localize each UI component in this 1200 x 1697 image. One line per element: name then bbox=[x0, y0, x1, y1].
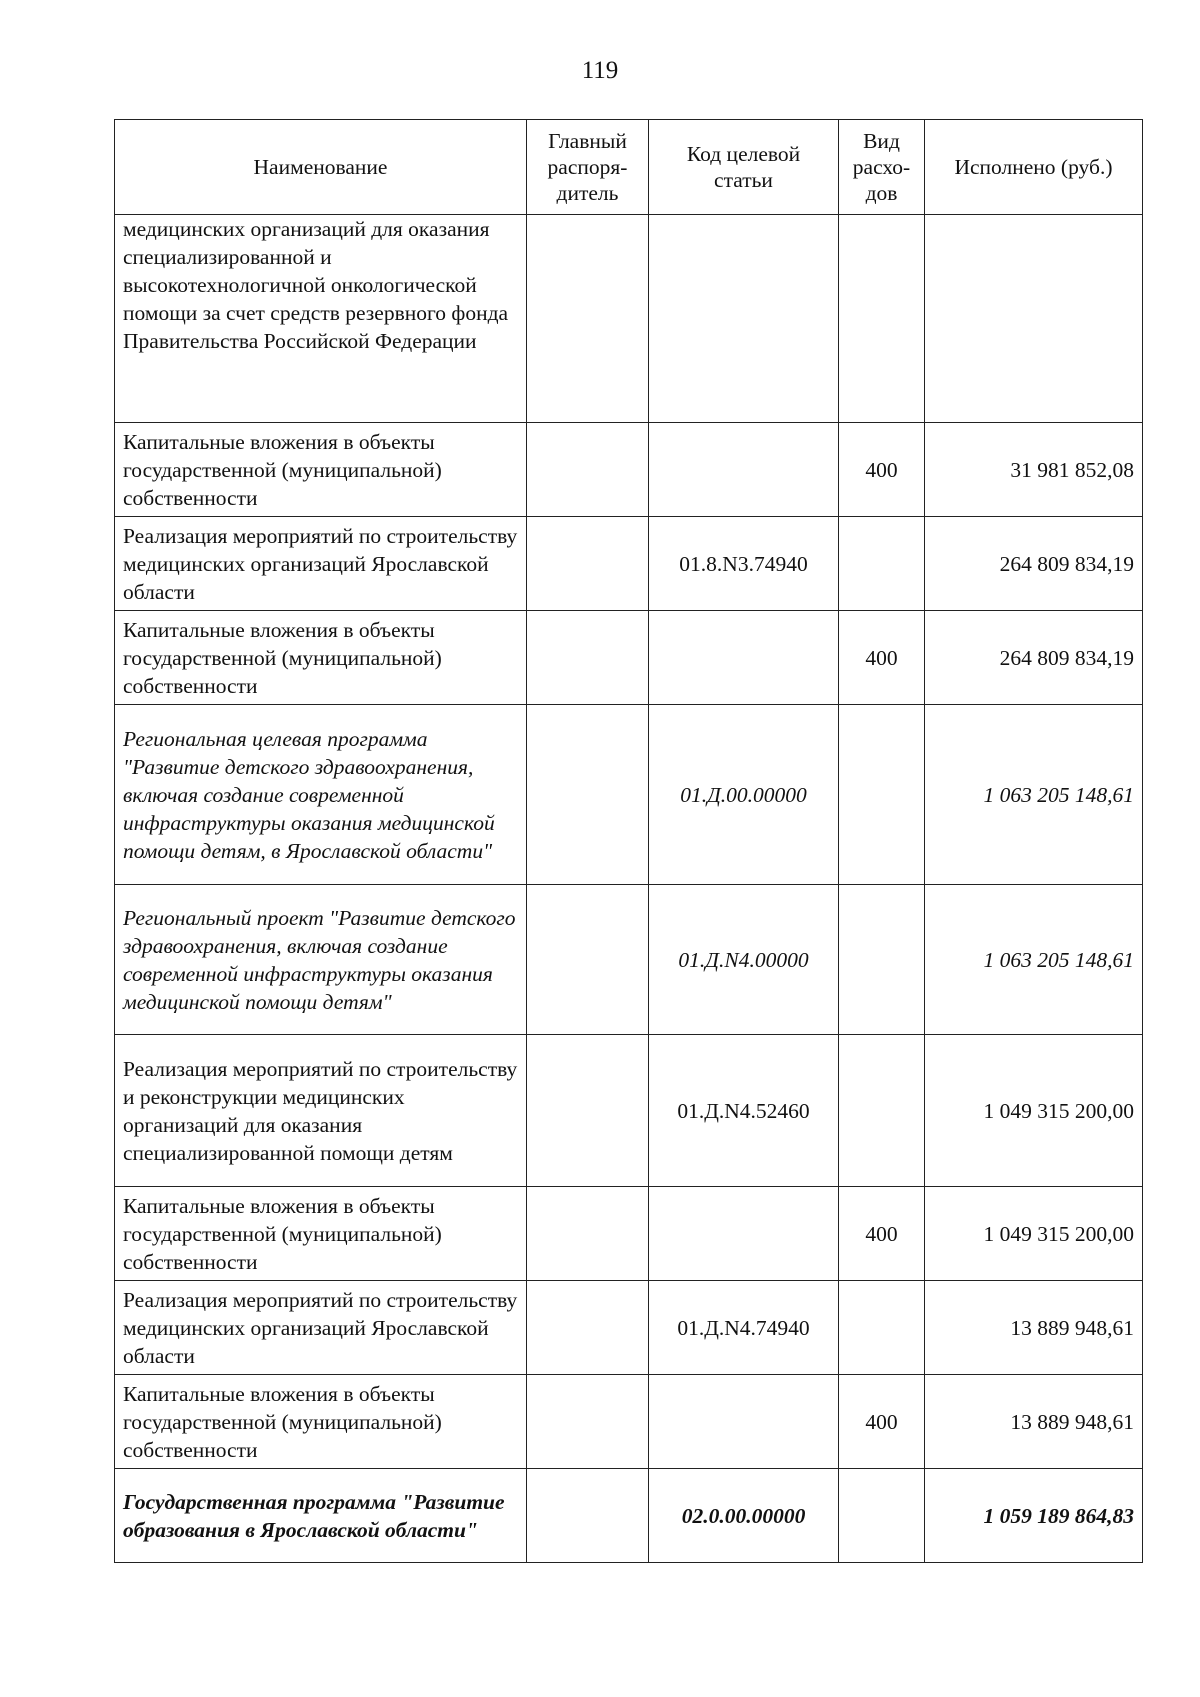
header-name: Наименование bbox=[115, 120, 527, 215]
row-glav bbox=[527, 705, 649, 885]
page-number: 119 bbox=[581, 57, 619, 84]
row-amount: 1 059 189 864,83 bbox=[925, 1469, 1143, 1563]
table-body bbox=[115, 215, 1143, 1563]
row-vid: 400 bbox=[839, 611, 925, 705]
row-code bbox=[649, 423, 839, 517]
row-glav bbox=[527, 517, 649, 611]
row-amount: 1 063 205 148,61 bbox=[925, 705, 1143, 885]
header-vid: Вид расхо-дов bbox=[839, 120, 925, 215]
table-row bbox=[115, 611, 1143, 705]
row-glav bbox=[527, 1469, 649, 1563]
row-glav bbox=[527, 423, 649, 517]
row-amount: 264 809 834,19 bbox=[925, 517, 1143, 611]
row-name: медицинских организаций для оказания специализированной и высокотехнологичной онкологической помощи за счет средств резервного фонда Правительства Российской Федерации bbox=[115, 215, 527, 423]
row-vid: 400 bbox=[839, 423, 925, 517]
row-name: Региональная целевая программа "Развитие детского здравоохранения, включая создание современной инфраструктуры оказания медицинской помощи детям, в Ярославской области" bbox=[115, 705, 527, 885]
row-code bbox=[649, 1187, 839, 1281]
table-row bbox=[115, 1281, 1143, 1375]
row-code: 01.8.N3.74940 bbox=[649, 517, 839, 611]
row-code bbox=[649, 1375, 839, 1469]
row-code: 01.Д.N4.52460 bbox=[649, 1035, 839, 1187]
table-row bbox=[115, 517, 1143, 611]
row-vid bbox=[839, 1469, 925, 1563]
row-glav bbox=[527, 1375, 649, 1469]
table-row bbox=[115, 1187, 1143, 1281]
row-vid bbox=[839, 517, 925, 611]
row-vid bbox=[839, 1281, 925, 1375]
header-code: Код целевой статьи bbox=[649, 120, 839, 215]
row-amount bbox=[925, 215, 1143, 423]
table-row bbox=[115, 1375, 1143, 1469]
header-row bbox=[115, 120, 1143, 215]
row-code: 02.0.00.00000 bbox=[649, 1469, 839, 1563]
row-name: Реализация мероприятий по строительству медицинских организаций Ярославской области bbox=[115, 1281, 527, 1375]
row-vid bbox=[839, 215, 925, 423]
header-glav: Главный распоря-дитель bbox=[527, 120, 649, 215]
table-row bbox=[115, 215, 1143, 423]
row-amount: 13 889 948,61 bbox=[925, 1281, 1143, 1375]
row-code: 01.Д.N4.00000 bbox=[649, 885, 839, 1035]
row-glav bbox=[527, 215, 649, 423]
row-glav bbox=[527, 1281, 649, 1375]
row-name: Государственная программа "Развитие образования в Ярославской области" bbox=[115, 1469, 527, 1563]
row-vid: 400 bbox=[839, 1187, 925, 1281]
row-vid: 400 bbox=[839, 1375, 925, 1469]
row-vid bbox=[839, 705, 925, 885]
table-row bbox=[115, 1035, 1143, 1187]
budget-table bbox=[114, 119, 1143, 1563]
row-name: Капитальные вложения в объекты государственной (муниципальной) собственности bbox=[115, 611, 527, 705]
row-code: 01.Д.00.00000 bbox=[649, 705, 839, 885]
table-row bbox=[115, 1469, 1143, 1563]
row-code bbox=[649, 215, 839, 423]
table-row bbox=[115, 885, 1143, 1035]
row-amount: 31 981 852,08 bbox=[925, 423, 1143, 517]
row-amount: 1 049 315 200,00 bbox=[925, 1187, 1143, 1281]
row-glav bbox=[527, 885, 649, 1035]
header-amount: Исполнено (руб.) bbox=[925, 120, 1143, 215]
row-glav bbox=[527, 1187, 649, 1281]
row-name: Региональный проект "Развитие детского здравоохранения, включая создание современной инфраструктуры оказания медицинской помощи детям" bbox=[115, 885, 527, 1035]
row-amount: 1 063 205 148,61 bbox=[925, 885, 1143, 1035]
row-name: Капитальные вложения в объекты государственной (муниципальной) собственности bbox=[115, 423, 527, 517]
row-glav bbox=[527, 611, 649, 705]
row-vid bbox=[839, 1035, 925, 1187]
table-row bbox=[115, 423, 1143, 517]
row-name: Реализация мероприятий по строительству и реконструкции медицинских организаций для оказания специализированной помощи детям bbox=[115, 1035, 527, 1187]
row-name: Реализация мероприятий по строительству медицинских организаций Ярославской области bbox=[115, 517, 527, 611]
row-code bbox=[649, 611, 839, 705]
row-code: 01.Д.N4.74940 bbox=[649, 1281, 839, 1375]
row-amount: 1 049 315 200,00 bbox=[925, 1035, 1143, 1187]
row-amount: 13 889 948,61 bbox=[925, 1375, 1143, 1469]
table-row bbox=[115, 705, 1143, 885]
table-header bbox=[115, 120, 1143, 215]
row-name: Капитальные вложения в объекты государственной (муниципальной) собственности bbox=[115, 1187, 527, 1281]
row-vid bbox=[839, 885, 925, 1035]
row-amount: 264 809 834,19 bbox=[925, 611, 1143, 705]
row-name: Капитальные вложения в объекты государственной (муниципальной) собственности bbox=[115, 1375, 527, 1469]
row-glav bbox=[527, 1035, 649, 1187]
